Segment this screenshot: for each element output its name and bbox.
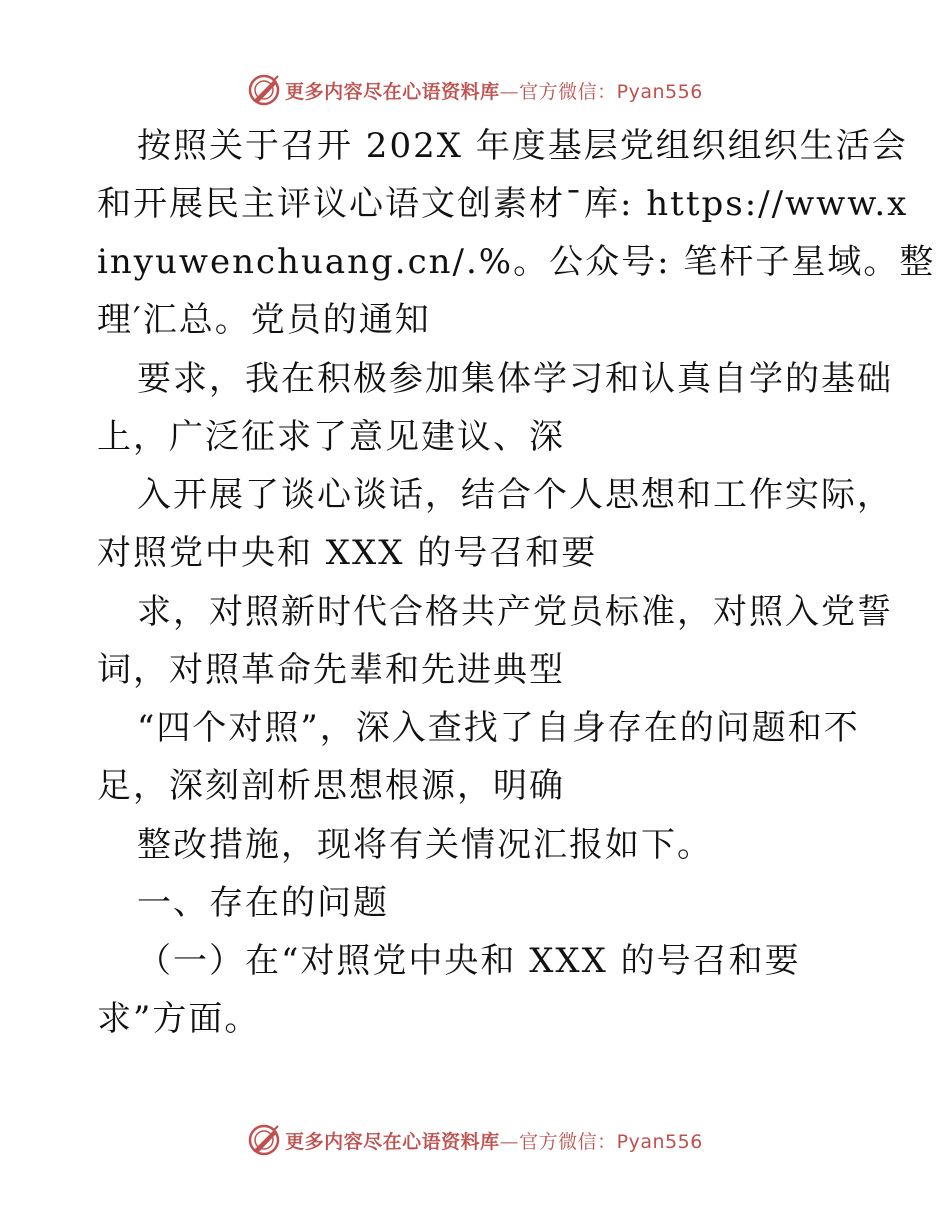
section-heading: 一、存在的问题	[137, 883, 389, 923]
paragraph-line: 入开展了谈心谈话，结合个人思想和工作实际，	[137, 475, 893, 515]
quill-logo-icon	[247, 73, 281, 107]
watermark-separator: —	[499, 1130, 520, 1153]
watermark-main: 更多内容尽在心语资料库	[285, 1130, 500, 1153]
paragraph-line: 和开展民主评议心语文创素材¯库: https://www.x	[97, 184, 909, 224]
paragraph-line: 整改措施，现将有关情况汇报如下。	[137, 825, 713, 865]
paragraph-line: inyuwenchuang.cn/.%。公众号: 笔杆子星域。整	[97, 242, 936, 282]
watermark-text	[285, 1127, 703, 1154]
watermark-separator: —	[499, 80, 520, 103]
paragraph-line: 要求，我在积极参加集体学习和认真自学的基础	[137, 359, 893, 399]
paragraph-line: 词，对照革命先辈和先进典型	[97, 650, 565, 690]
paragraph-line: 理′汇总。党员的通知	[97, 300, 431, 340]
paragraph-line: 按照关于召开 202X 年度基层党组织组织生活会	[137, 126, 908, 166]
paragraph-line: 上，广泛征求了意见建议、深	[97, 417, 565, 457]
watermark-contact: 官方微信：Pyan556	[519, 1130, 703, 1153]
watermark-text	[285, 77, 703, 104]
paragraph-line: “四个对照”，深入查找了自身存在的问题和不	[137, 708, 860, 748]
paragraph-line: 求，对照新时代合格共产党员标准，对照入党誓	[137, 592, 893, 632]
footer-watermark	[0, 1122, 950, 1158]
paragraph-line: 对照党中央和 XXX 的号召和要	[97, 533, 598, 573]
paragraph-line: 足，深刻剖析思想根源，明确	[97, 766, 565, 806]
header-watermark	[0, 72, 950, 108]
subsection-heading: （一）在“对照党中央和 XXX 的号召和要	[137, 941, 801, 981]
quill-logo-icon	[247, 1123, 281, 1157]
subsection-heading-continued: 求”方面。	[97, 999, 261, 1039]
watermark-contact: 官方微信：Pyan556	[519, 80, 703, 103]
watermark-main: 更多内容尽在心语资料库	[285, 80, 500, 103]
